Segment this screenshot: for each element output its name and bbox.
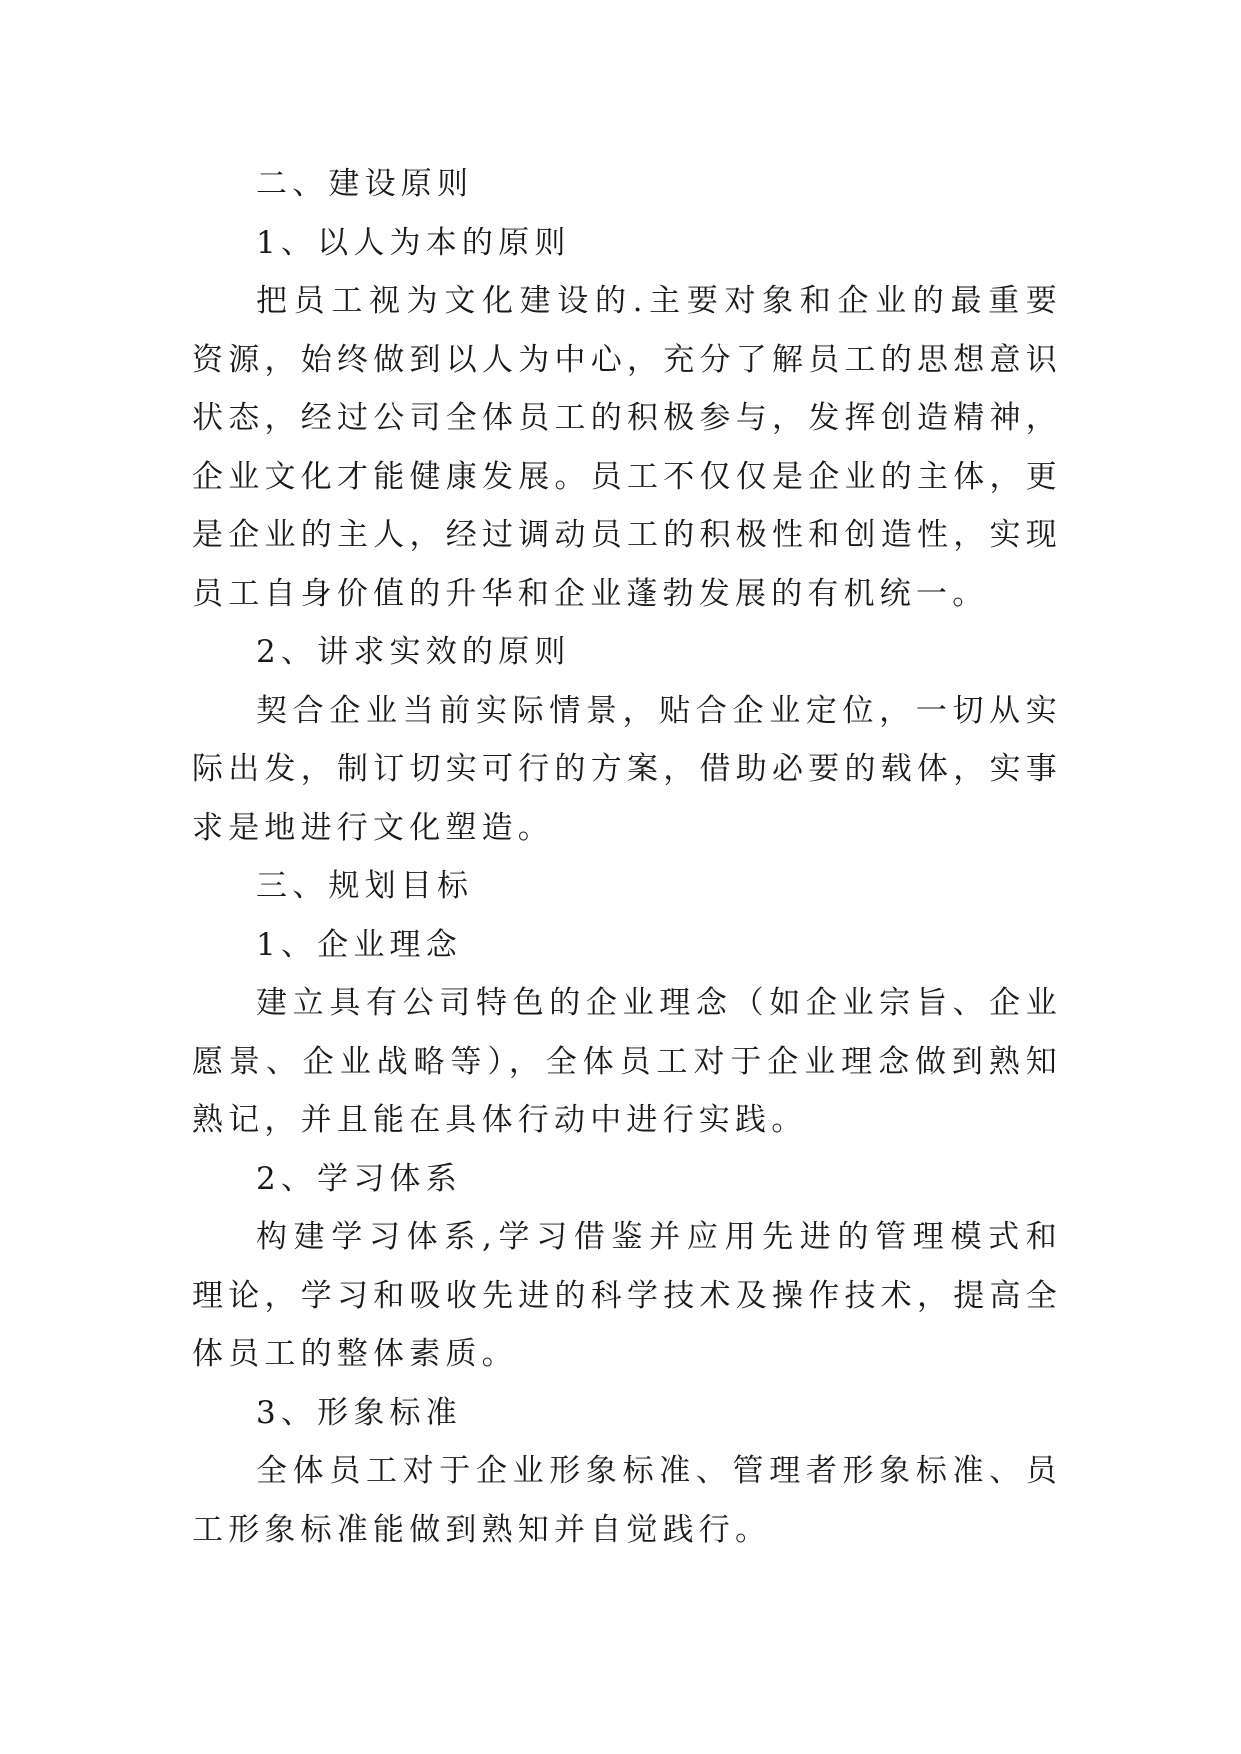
subsection-heading: 3、形象标准 <box>256 1394 462 1431</box>
body-paragraph: 建立具有公司特色的企业理念（如企业宗旨、企业愿景、企业战略等），全体员工对于企业理念做到熟知熟记，并且能在具体行动中进行实践。 <box>192 985 1062 1138</box>
subsection-heading: 2、讲求实效的原则 <box>256 634 571 670</box>
document-body <box>192 155 1062 1559</box>
body-paragraph: 契合企业当前实际情景，贴合企业定位，一切从实际出发，制订切实可行的方案，借助必要的载体，实事求是地进行文化塑造。 <box>192 692 1062 846</box>
body-paragraph: 把员工视为文化建设的.主要对象和企业的最重要资源，始终做到以人为中心，充分了解员工的思想意识状态，经过公司全体员工的积极参与，发挥创造精神，企业文化才能健康发展。员工不仅仅是企业的主体，更是企业的主人，经过调动员工的积极性和创造性，实现员工自身价值的升华和企业蓬勃发展的有机统一。 <box>192 283 1062 612</box>
section-heading: 二、建设原则 <box>256 166 474 202</box>
section-heading: 三、规划目标 <box>256 868 474 904</box>
subsection-heading: 2、学习体系 <box>256 1160 462 1197</box>
subsection-heading: 1、企业理念 <box>256 926 462 963</box>
subsection-heading: 1、以人为本的原则 <box>256 224 571 261</box>
body-paragraph: 构建学习体系,学习借鉴并应用先进的管理模式和理论，学习和吸收先进的科学技术及操作技术，提高全体员工的整体素质。 <box>192 1219 1062 1372</box>
body-paragraph: 全体员工对于企业形象标准、管理者形象标准、员工形象标准能做到熟知并自觉践行。 <box>192 1453 1062 1548</box>
